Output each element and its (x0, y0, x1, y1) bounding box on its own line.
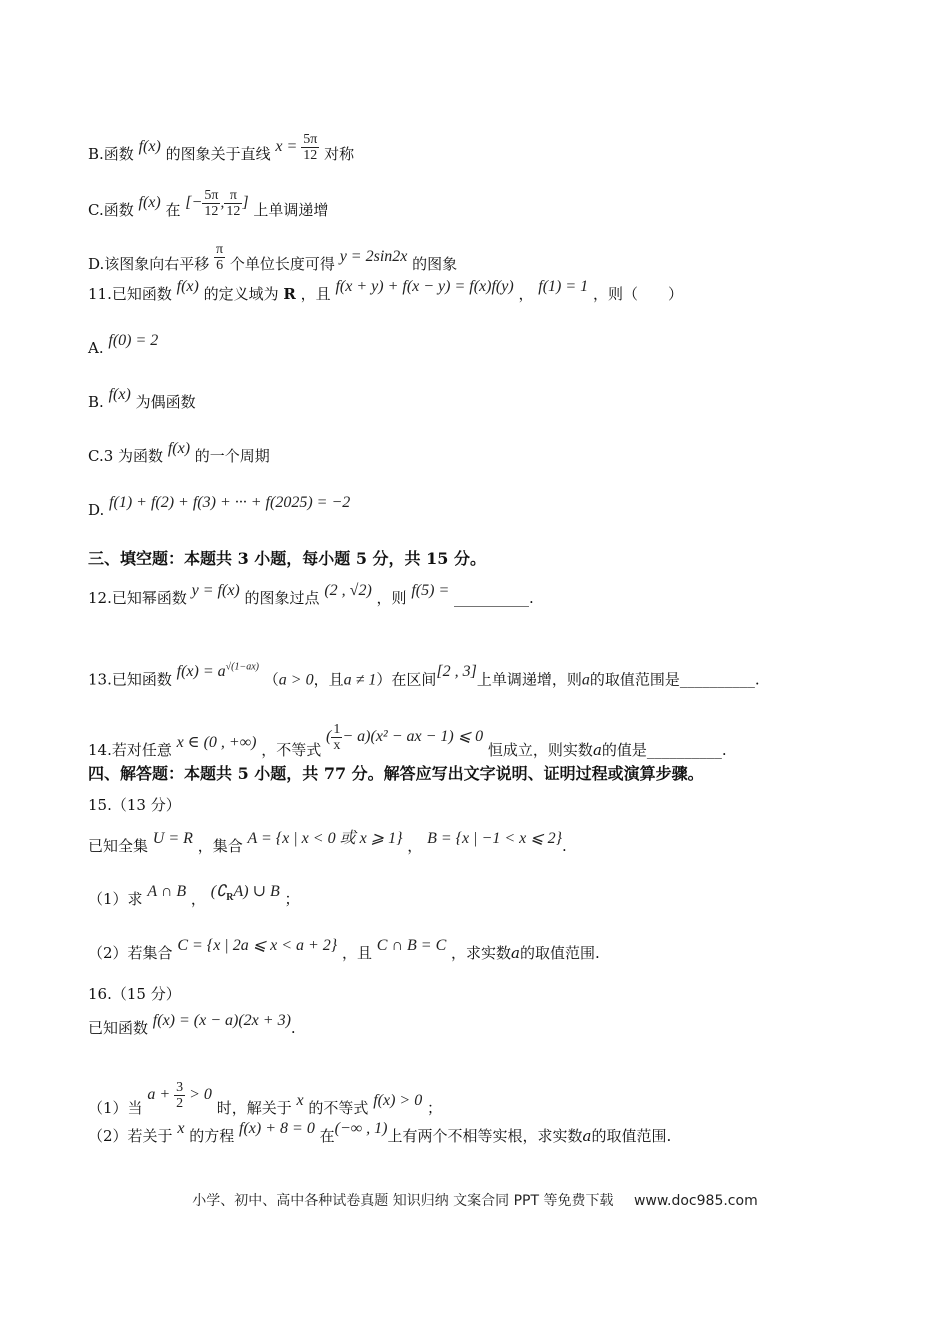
text: 上有两个不相等实根，求实数 (387, 1127, 583, 1145)
math: a + (147, 1086, 171, 1104)
text: 的取值范围是 (589, 670, 680, 689)
text: . (721, 741, 727, 760)
math: a (582, 1127, 592, 1145)
math: f(x) (108, 386, 131, 403)
text: 的取值范围. (520, 944, 600, 962)
footer-link[interactable]: www.doc985.com (633, 1193, 758, 1209)
math: A) ∪ B (233, 883, 280, 900)
text: D. (88, 501, 105, 519)
q14 (88, 722, 727, 767)
math: a (511, 944, 520, 962)
text: . (754, 670, 760, 689)
text: 的取值范围. (591, 1127, 672, 1145)
text: 已知函数 (88, 1019, 149, 1037)
frac-num: 5π (204, 188, 219, 203)
text: （2）若关于 (88, 1127, 173, 1145)
q15-stem (88, 830, 567, 857)
math: , (220, 194, 225, 212)
text: （1）当 (88, 1099, 143, 1118)
q15-part2 (88, 937, 600, 964)
fraction (214, 242, 225, 273)
math: A = {x | x < 0 或 x ⩾ 1} (247, 830, 403, 847)
superscript: √(1−ax) (225, 662, 259, 673)
text: 的定义域为 (203, 285, 279, 303)
q11-option-a (88, 332, 159, 359)
frac-num: 5π (303, 132, 318, 147)
text: ，集合 (197, 837, 243, 855)
fraction (301, 132, 319, 163)
fraction (331, 722, 342, 753)
text: 上单调递增 (253, 201, 329, 220)
q16-stem (88, 1012, 296, 1039)
answer-blank: __________ (454, 589, 530, 607)
frac-den: 6 (216, 258, 224, 273)
q10-option-d (88, 242, 458, 281)
q15-part1 (88, 883, 300, 916)
text: ，不等式 (261, 741, 322, 760)
math: [− (185, 194, 203, 212)
math: f(x) (176, 278, 199, 295)
math: f(x) + 8 = 0 (239, 1120, 315, 1137)
q16-part2 (88, 1120, 672, 1147)
math: (∁ (210, 883, 227, 900)
text: 在 (165, 201, 181, 220)
math: B = {x | −1 < x ⩽ 2} (427, 830, 563, 847)
math: ( (326, 728, 332, 746)
q11-stem (88, 278, 683, 305)
text: 个单位长度可得 (229, 255, 335, 274)
text: 在 (319, 1127, 335, 1145)
text: 14.若对任意 (88, 741, 172, 760)
math: U = R (152, 830, 193, 847)
page-footer (0, 1190, 950, 1210)
math: f(x) > 0 (373, 1092, 423, 1110)
text: （ (263, 670, 279, 689)
math (214, 242, 225, 273)
frac-den: 12 (204, 204, 219, 219)
text: 11.已知函数 (88, 285, 172, 303)
math: A ∩ B (147, 883, 187, 900)
text: 对称 (324, 145, 355, 164)
text: 的图象 (412, 255, 458, 274)
text: 的图象关于直线 (165, 145, 271, 164)
q11-option-c (88, 440, 270, 467)
section-title-answer: 四、解答题：本题共 5 小题，共 77 分。解答应写出文字说明、证明过程或演算步骤。 (88, 764, 704, 783)
text: 的方程 (189, 1127, 235, 1145)
math: y = 2sin2x (339, 248, 408, 266)
text: C.函数 (88, 201, 134, 220)
text: 的一个周期 (194, 447, 270, 465)
answer-blank: __________ (646, 741, 722, 760)
math: f(5) = (411, 582, 450, 599)
text: ，则（ ） (592, 285, 683, 303)
text: ，且 (341, 944, 372, 962)
math: a > 0 (278, 671, 314, 689)
text: 12.已知幂函数 (88, 589, 187, 607)
text: D.该图象向右平移 (88, 255, 210, 274)
text: ，求实数 (451, 944, 512, 962)
math: f(x) = a (176, 663, 226, 681)
frac-den: x (333, 738, 341, 753)
inequality (326, 722, 484, 753)
math: f(x) (138, 194, 161, 212)
frac-num: 1 (333, 722, 341, 737)
q13 (88, 662, 760, 690)
text: ； (426, 1099, 442, 1118)
q11-option-d (88, 494, 351, 521)
q11-option-b (88, 386, 196, 413)
text: 的图象过点 (244, 589, 320, 607)
math: y = f(x) (191, 582, 240, 599)
fraction (202, 188, 220, 219)
text: A. (88, 339, 104, 357)
frac-num: π (224, 188, 242, 204)
text: 上单调递增，则 (476, 670, 582, 689)
text: ， (407, 837, 423, 855)
text: ，且 (300, 285, 331, 303)
math: f(x + y) + f(x − y) = f(x)f(y) (335, 278, 514, 295)
text: ， (518, 285, 534, 303)
math: f(x) (138, 138, 161, 156)
fraction (174, 1080, 185, 1111)
subscript: R (226, 892, 234, 904)
math: − a)(x² − ax − 1) ⩽ 0 (342, 728, 484, 746)
text: 的不等式 (308, 1099, 369, 1118)
math: f(0) = 2 (108, 332, 159, 349)
frac-num: π (216, 242, 224, 257)
math (210, 883, 280, 904)
text: ； (284, 890, 300, 908)
math: x = (275, 138, 298, 156)
math: a (592, 741, 602, 760)
text: ，且 (313, 670, 344, 689)
math: [2 , 3] (436, 663, 477, 681)
text: . (290, 1019, 296, 1037)
math: f(x) (167, 440, 191, 457)
q12 (88, 582, 534, 609)
text: B.函数 (88, 145, 134, 164)
answer-blank: __________ (679, 670, 755, 689)
text: C.3 为函数 (88, 447, 164, 465)
text: 为偶函数 (135, 393, 196, 411)
frac-den: 12 (226, 204, 241, 219)
math: ] (242, 194, 249, 212)
math: a (581, 671, 590, 689)
fraction (224, 188, 242, 219)
text: 恒成立，则实数 (487, 741, 593, 760)
math: f(x) = (x − a)(2x + 3) (152, 1012, 291, 1029)
text: （2）若集合 (88, 944, 173, 962)
text: ， (190, 890, 206, 908)
frac-den: 12 (303, 148, 318, 163)
math: (−∞ , 1) (334, 1120, 388, 1137)
text: B. (88, 393, 104, 411)
section-title-fill-in: 三、填空题：本题共 3 小题，每小题 5 分，共 15 分。 (88, 549, 486, 568)
math: (2 , √2) (324, 582, 372, 599)
math: f(1) + f(2) + f(3) + ··· + f(2025) = −2 (109, 494, 351, 511)
math-line (275, 132, 319, 163)
math (147, 1080, 212, 1111)
footer-text: 小学、初中、高中各种试卷真题 知识归纳 文案合同 PPT 等免费下载 (192, 1193, 614, 1209)
math: x (177, 1120, 185, 1137)
math: > 0 (189, 1086, 212, 1104)
text: 13.已知函数 (88, 670, 172, 689)
math: f(1) = 1 (538, 278, 589, 295)
text: ，则 (376, 589, 407, 607)
q16-header: 16.（15 分） (88, 985, 181, 1003)
text: 已知全集 (88, 837, 149, 855)
frac-num: 3 (176, 1080, 184, 1095)
text: . (562, 837, 567, 855)
text: ）在区间 (376, 670, 437, 689)
math: x ∈ (0 , +∞) (176, 734, 257, 752)
math: x (296, 1092, 304, 1110)
math: C ∩ B = C (376, 937, 447, 954)
q15-header: 15.（13 分） (88, 796, 181, 814)
math-bold: R (283, 285, 296, 303)
math: C = {x | 2a ⩽ x < a + 2} (177, 937, 338, 954)
math (177, 663, 259, 680)
frac-den: 2 (176, 1096, 184, 1111)
text: （1）求 (88, 890, 143, 908)
text: 的值是 (601, 741, 647, 760)
math: a ≠ 1 (343, 671, 377, 689)
text: . (529, 589, 534, 607)
text: 时，解关于 (216, 1099, 292, 1118)
interval (185, 188, 249, 219)
